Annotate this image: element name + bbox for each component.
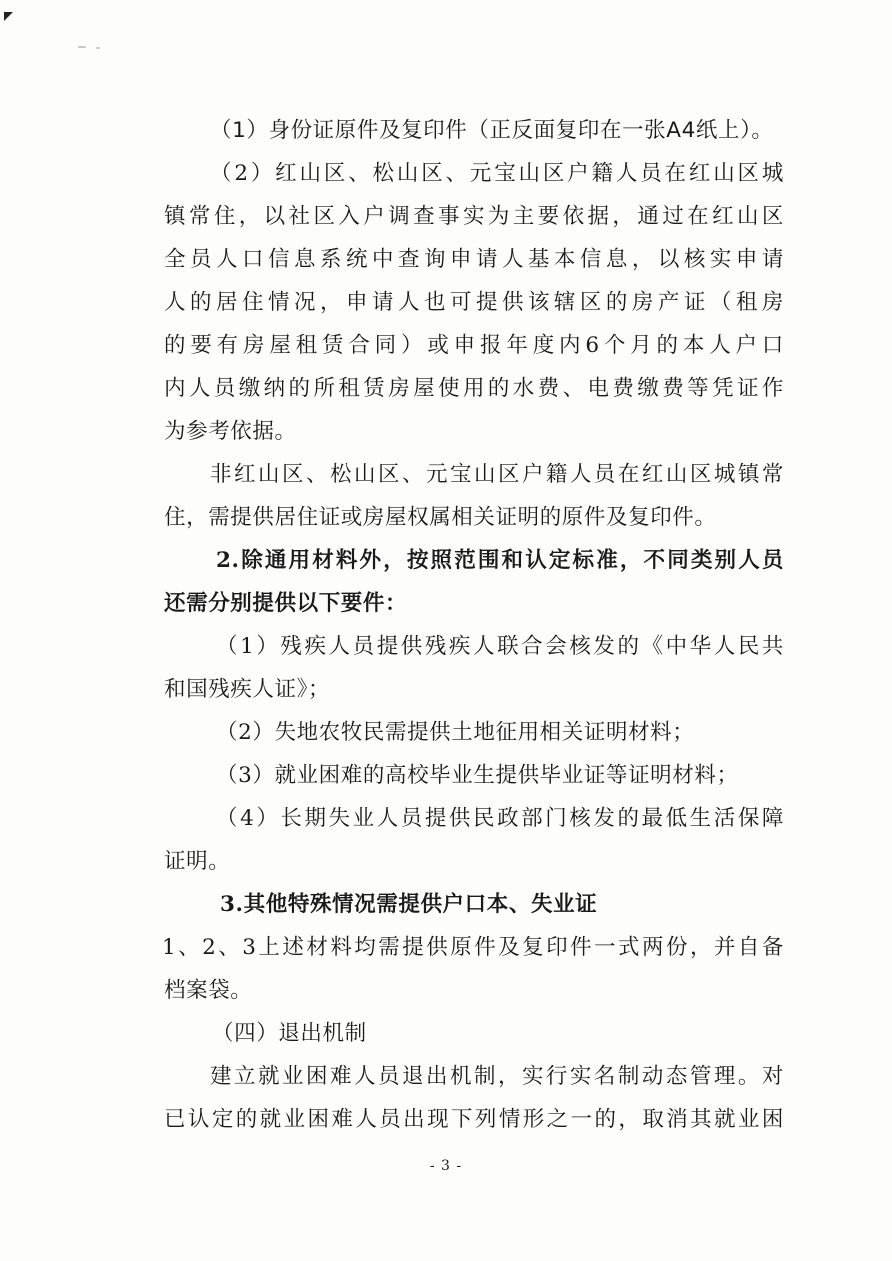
item-disabled-line-2: 和国残疾人证》； — [164, 677, 331, 702]
page-number: - 3 - — [429, 1158, 463, 1174]
para-residence-line-6: 内人员缴纳的所租赁房屋使用的水费、电费缴费等凭证作 — [164, 376, 784, 401]
para-residence-line-4: 人的居住情况，申请人也可提供该辖区的房产证（租房 — [164, 290, 784, 315]
para-nonlocal-line-1: 非红山区、松山区、元宝山区户籍人员在红山区城镇常 — [210, 462, 784, 487]
heading-category-materials-line-1: 2.除通用材料外，按照范围和认定标准，不同类别人员 — [216, 548, 784, 573]
item-longterm-unemployed-line-2: 证明。 — [164, 849, 231, 874]
section-heading-exit-mechanism: （四）退出机制 — [212, 1021, 367, 1046]
para-copies-line-2: 档案袋。 — [164, 978, 253, 1003]
para-exit-line-1: 建立就业困难人员退出机制，实行实名制动态管理。对 — [210, 1064, 784, 1089]
item-landless: （2）失地农牧民需提供土地征用相关证明材料； — [216, 720, 695, 745]
para-residence-line-2: 镇常住，以社区入户调查事实为主要依据，通过在红山区 — [164, 204, 784, 229]
para-residence-line-5: 的要有房屋租赁合同）或申报年度内6个月的本人户口 — [164, 333, 784, 358]
scan-corner-mark — [4, 12, 13, 21]
para-residence-line-3: 全员人口信息系统中查询申请人基本信息，以核实申请 — [164, 247, 784, 272]
heading-special-cases: 3.其他特殊情况需提供户口本、失业证 — [220, 892, 598, 917]
para-id-card: （1）身份证原件及复印件（正反面复印在一张A4纸上）。 — [210, 118, 774, 143]
para-nonlocal-line-2: 住，需提供居住证或房屋权属相关证明的原件及复印件。 — [164, 505, 717, 530]
para-residence-line-7: 为参考依据。 — [164, 419, 297, 444]
para-exit-line-2: 已认定的就业困难人员出现下列情形之一的，取消其就业困 — [164, 1107, 784, 1132]
item-longterm-unemployed-line-1: （4）长期失业人员提供民政部门核发的最低生活保障 — [216, 806, 784, 831]
heading-category-materials-line-2: 还需分别提供以下要件： — [164, 591, 408, 616]
scan-speck — [96, 47, 100, 49]
item-graduates: （3）就业困难的高校毕业生提供毕业证等证明材料； — [216, 763, 739, 788]
item-disabled-line-1: （1）残疾人员提供残疾人联合会核发的《中华人民共 — [216, 634, 784, 659]
para-copies-line-1: 1、2、3上述材料均需提供原件及复印件一式两份，并自备 — [162, 935, 784, 960]
para-residence-line-1: （2）红山区、松山区、元宝山区户籍人员在红山区城 — [210, 161, 784, 186]
scan-speck — [78, 46, 86, 48]
